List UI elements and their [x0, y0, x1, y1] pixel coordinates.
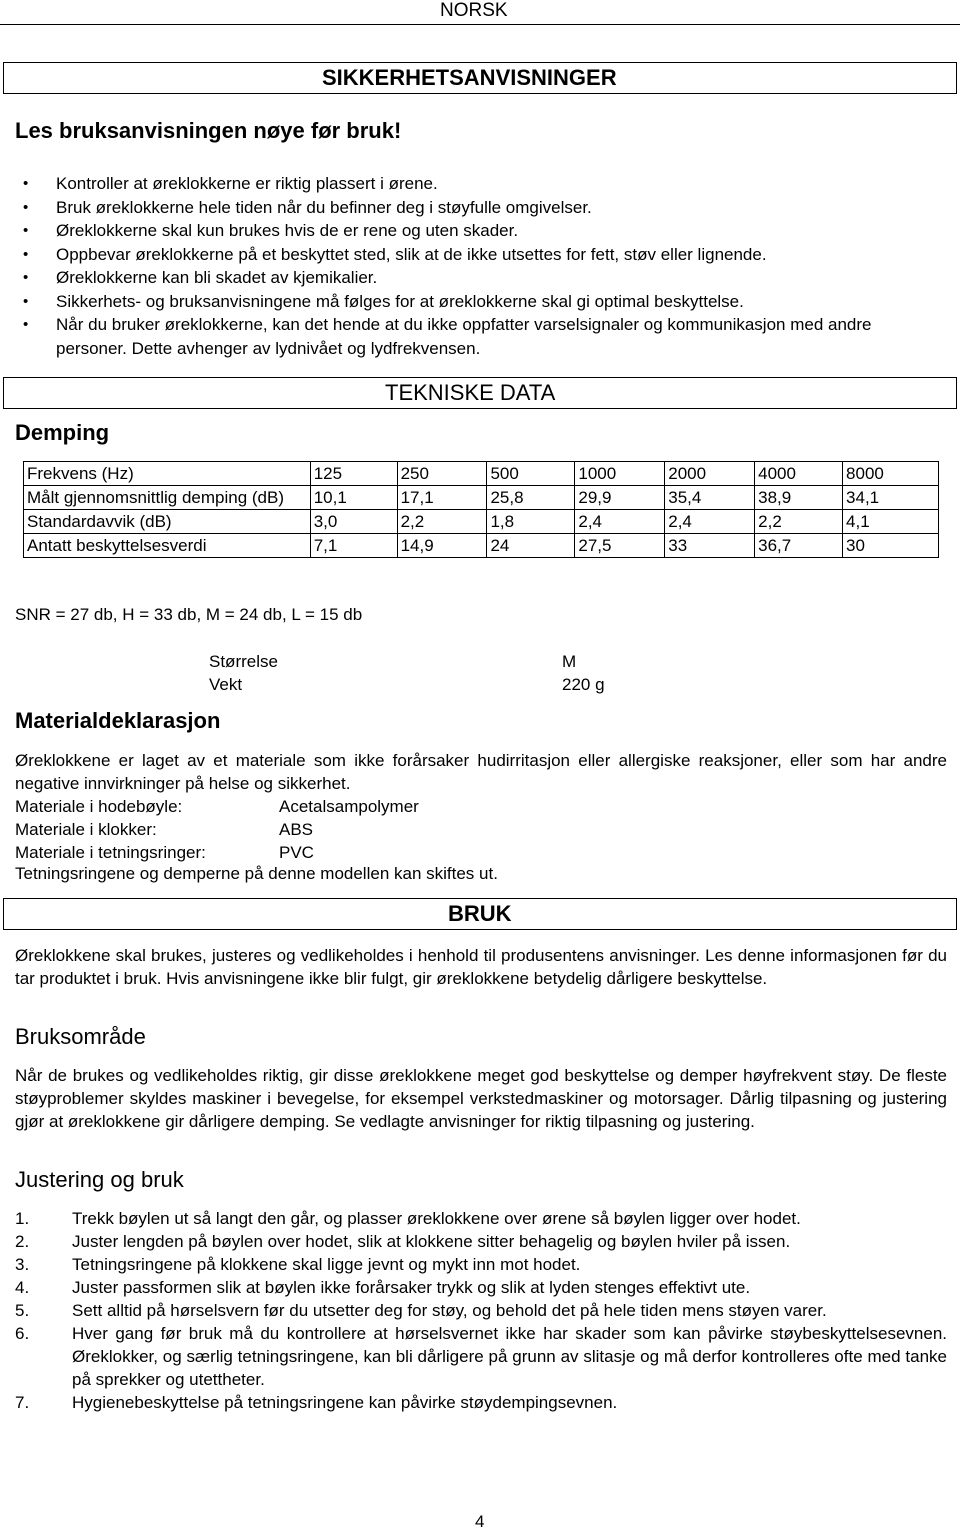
safety-bullet-item: • Oppbevar øreklokkerne på et beskyttet sted, slik at de ikke utsettes for fett, støv eller lignende. [0, 243, 920, 267]
material-item [15, 818, 915, 841]
adjust-steps-list [15, 1207, 947, 1414]
warning-heading: Les bruksanvisningen nøye før bruk! [15, 118, 402, 143]
adjust-step [15, 1299, 947, 1322]
step-text: Sett alltid på hørselsvern før du utsetter deg for støy, og behold det på hele tiden mens støyen varer. [72, 1301, 827, 1320]
safety-bullet-item: • Bruk øreklokkerne hele tiden når du befinner deg i støyfulle omgivelser. [0, 196, 920, 220]
tech-title: TEKNISKE DATA [385, 380, 556, 405]
usage-intro: Øreklokkene skal brukes, justeres og vedlikeholdes i henhold til produsentens anvisninger. Les denne informasjonen før du tar produktet i bruk. Hvis anvisningene ikke blir fulgt, gir øreklokkene betydelig dårligere beskyttelse. [15, 946, 947, 988]
material-item-value: PVC [279, 843, 314, 862]
table-cell: 4000 [755, 462, 843, 486]
step-number: 2. [15, 1232, 30, 1251]
adjust-step [15, 1207, 947, 1230]
row-label: Antatt beskyttelsesverdi [24, 534, 311, 558]
table-cell: 29,9 [575, 486, 665, 510]
adjust-step [15, 1391, 947, 1414]
table-cell: 38,9 [755, 486, 843, 510]
table-cell: 17,1 [397, 486, 487, 510]
safety-bullet-item: • Sikkerhets- og bruksanvisningene må følges for at øreklokkerne skal gi optimal beskyttelse. [0, 290, 920, 314]
table-cell: 10,1 [310, 486, 397, 510]
weight-label: Vekt [209, 675, 243, 694]
safety-bullet-item: • Øreklokkerne kan bli skadet av kjemikalier. [0, 266, 920, 290]
step-number: 4. [15, 1278, 30, 1297]
material-text: Øreklokkene er laget av et materiale som ikke forårsaker hudirritasjon eller allergiske reaksjoner, eller som har andre negative innvirkninger på helse og sikkerhet. [15, 751, 947, 793]
table-cell: 25,8 [487, 486, 575, 510]
table-cell: 33 [665, 534, 755, 558]
table-cell: 2000 [665, 462, 755, 486]
safety-bullet-list [0, 172, 920, 360]
material-item-label: Materiale i klokker: [15, 820, 157, 839]
row-label: Frekvens (Hz) [24, 462, 311, 486]
table-cell: 3,0 [310, 510, 397, 534]
step-text: Hver gang før bruk må du kontrollere at hørselsvernet ikke har skader som kan påvirke støybeskyttelsesevnen. Øreklokker, og særlig tetningsringene, kan bli dårligere på grunn av slitasje og må derfor kontrolleres ofte med tanke på sprekker og utettheter. [72, 1324, 947, 1389]
area-heading: Bruksområde [15, 1024, 146, 1049]
table-cell: 2,2 [755, 510, 843, 534]
adjust-step [15, 1322, 947, 1391]
step-number: 1. [15, 1209, 30, 1228]
weight-value: 220 g [562, 675, 605, 694]
table-cell: 2,4 [665, 510, 755, 534]
safety-title: SIKKERHETSANVISNINGER [322, 65, 617, 90]
adjust-step [15, 1253, 947, 1276]
adjust-step [15, 1230, 947, 1253]
step-text: Hygienebeskyttelse på tetningsringene kan påvirke støydempingsevnen. [72, 1393, 618, 1412]
size-label: Størrelse [209, 652, 278, 671]
step-number: 6. [15, 1324, 30, 1343]
table-row [24, 486, 939, 510]
safety-bullet-item: • Øreklokkerne skal kun brukes hvis de er rene og uten skader. [0, 219, 920, 243]
step-number: 5. [15, 1301, 30, 1320]
table-cell: 500 [487, 462, 575, 486]
table-cell: 2,4 [575, 510, 665, 534]
table-cell: 2,2 [397, 510, 487, 534]
damping-table [23, 461, 939, 558]
header-divider [0, 24, 960, 25]
table-cell: 8000 [843, 462, 939, 486]
step-text: Juster passformen slik at bøylen ikke forårsaker trykk og slik at lyden stenges effektivt ute. [72, 1278, 751, 1297]
step-text: Trekk bøylen ut så langt den går, og plasser øreklokkene over ørene så bøylen ligger over hodet. [72, 1209, 801, 1228]
step-text: Juster lengden på bøylen over hodet, slik at klokkene sitter behagelig og bøylen hviler på issen. [72, 1232, 791, 1251]
table-cell: 14,9 [397, 534, 487, 558]
adjust-step [15, 1276, 947, 1299]
table-cell: 35,4 [665, 486, 755, 510]
material-item-label: Materiale i tetningsringer: [15, 843, 206, 862]
table-cell: 125 [310, 462, 397, 486]
table-row [24, 462, 939, 486]
step-text: Tetningsringene på klokkene skal ligge jevnt og mykt inn mot hodet. [72, 1255, 581, 1274]
safety-bullet-item: • Når du bruker øreklokkerne, kan det hende at du ikke oppfatter varselsignaler og kommunikasjon med andre personer. Dette avhenger av lydnivået og lydfrekvensen. [0, 313, 920, 360]
table-cell: 36,7 [755, 534, 843, 558]
language-label: NORSK [440, 0, 508, 21]
adjust-heading: Justering og bruk [15, 1167, 184, 1192]
table-cell: 1,8 [487, 510, 575, 534]
material-item-value: ABS [279, 820, 314, 839]
material-item [15, 795, 915, 818]
table-cell: 7,1 [310, 534, 397, 558]
table-cell: 24 [487, 534, 575, 558]
table-row [24, 510, 939, 534]
table-cell: 250 [397, 462, 487, 486]
table-cell: 1000 [575, 462, 665, 486]
table-row [24, 534, 939, 558]
table-cell: 4,1 [843, 510, 939, 534]
table-cell: 34,1 [843, 486, 939, 510]
row-label: Standardavvik (dB) [24, 510, 311, 534]
damping-heading: Demping [15, 420, 110, 445]
material-item-value: Acetalsampolymer [279, 797, 419, 816]
size-value: M [562, 652, 577, 671]
usage-title: BRUK [448, 901, 512, 926]
row-label: Målt gjennomsnittlig demping (dB) [24, 486, 311, 510]
material-list [15, 795, 915, 864]
table-cell: 30 [843, 534, 939, 558]
material-item [15, 841, 915, 864]
snr-line: SNR = 27 db, H = 33 db, M = 24 db, L = 15 db [15, 605, 363, 624]
material-item-label: Materiale i hodebøyle: [15, 797, 183, 816]
page-number: 4 [475, 1512, 485, 1531]
area-text: Når de brukes og vedlikeholdes riktig, gir disse øreklokkene meget god beskyttelse og demper høyfrekvent støy. De fleste støyproblemer skyldes maskiner i bevegelse, for eksempel verkstedmaskiner og motorsager. Dårlig tilpasning og justering gjør at øreklokkene gir dårligere demping. Se vedlagte anvisninger for riktig tilpasning og justering. [15, 1066, 947, 1131]
safety-bullet-item: • Kontroller at øreklokkerne er riktig plassert i ørene. [0, 172, 920, 196]
step-number: 7. [15, 1393, 30, 1412]
material-heading: Materialdeklarasjon [15, 708, 221, 733]
table-cell: 27,5 [575, 534, 665, 558]
replace-note: Tetningsringene og demperne på denne modellen kan skiftes ut. [15, 864, 498, 883]
step-number: 3. [15, 1255, 30, 1274]
